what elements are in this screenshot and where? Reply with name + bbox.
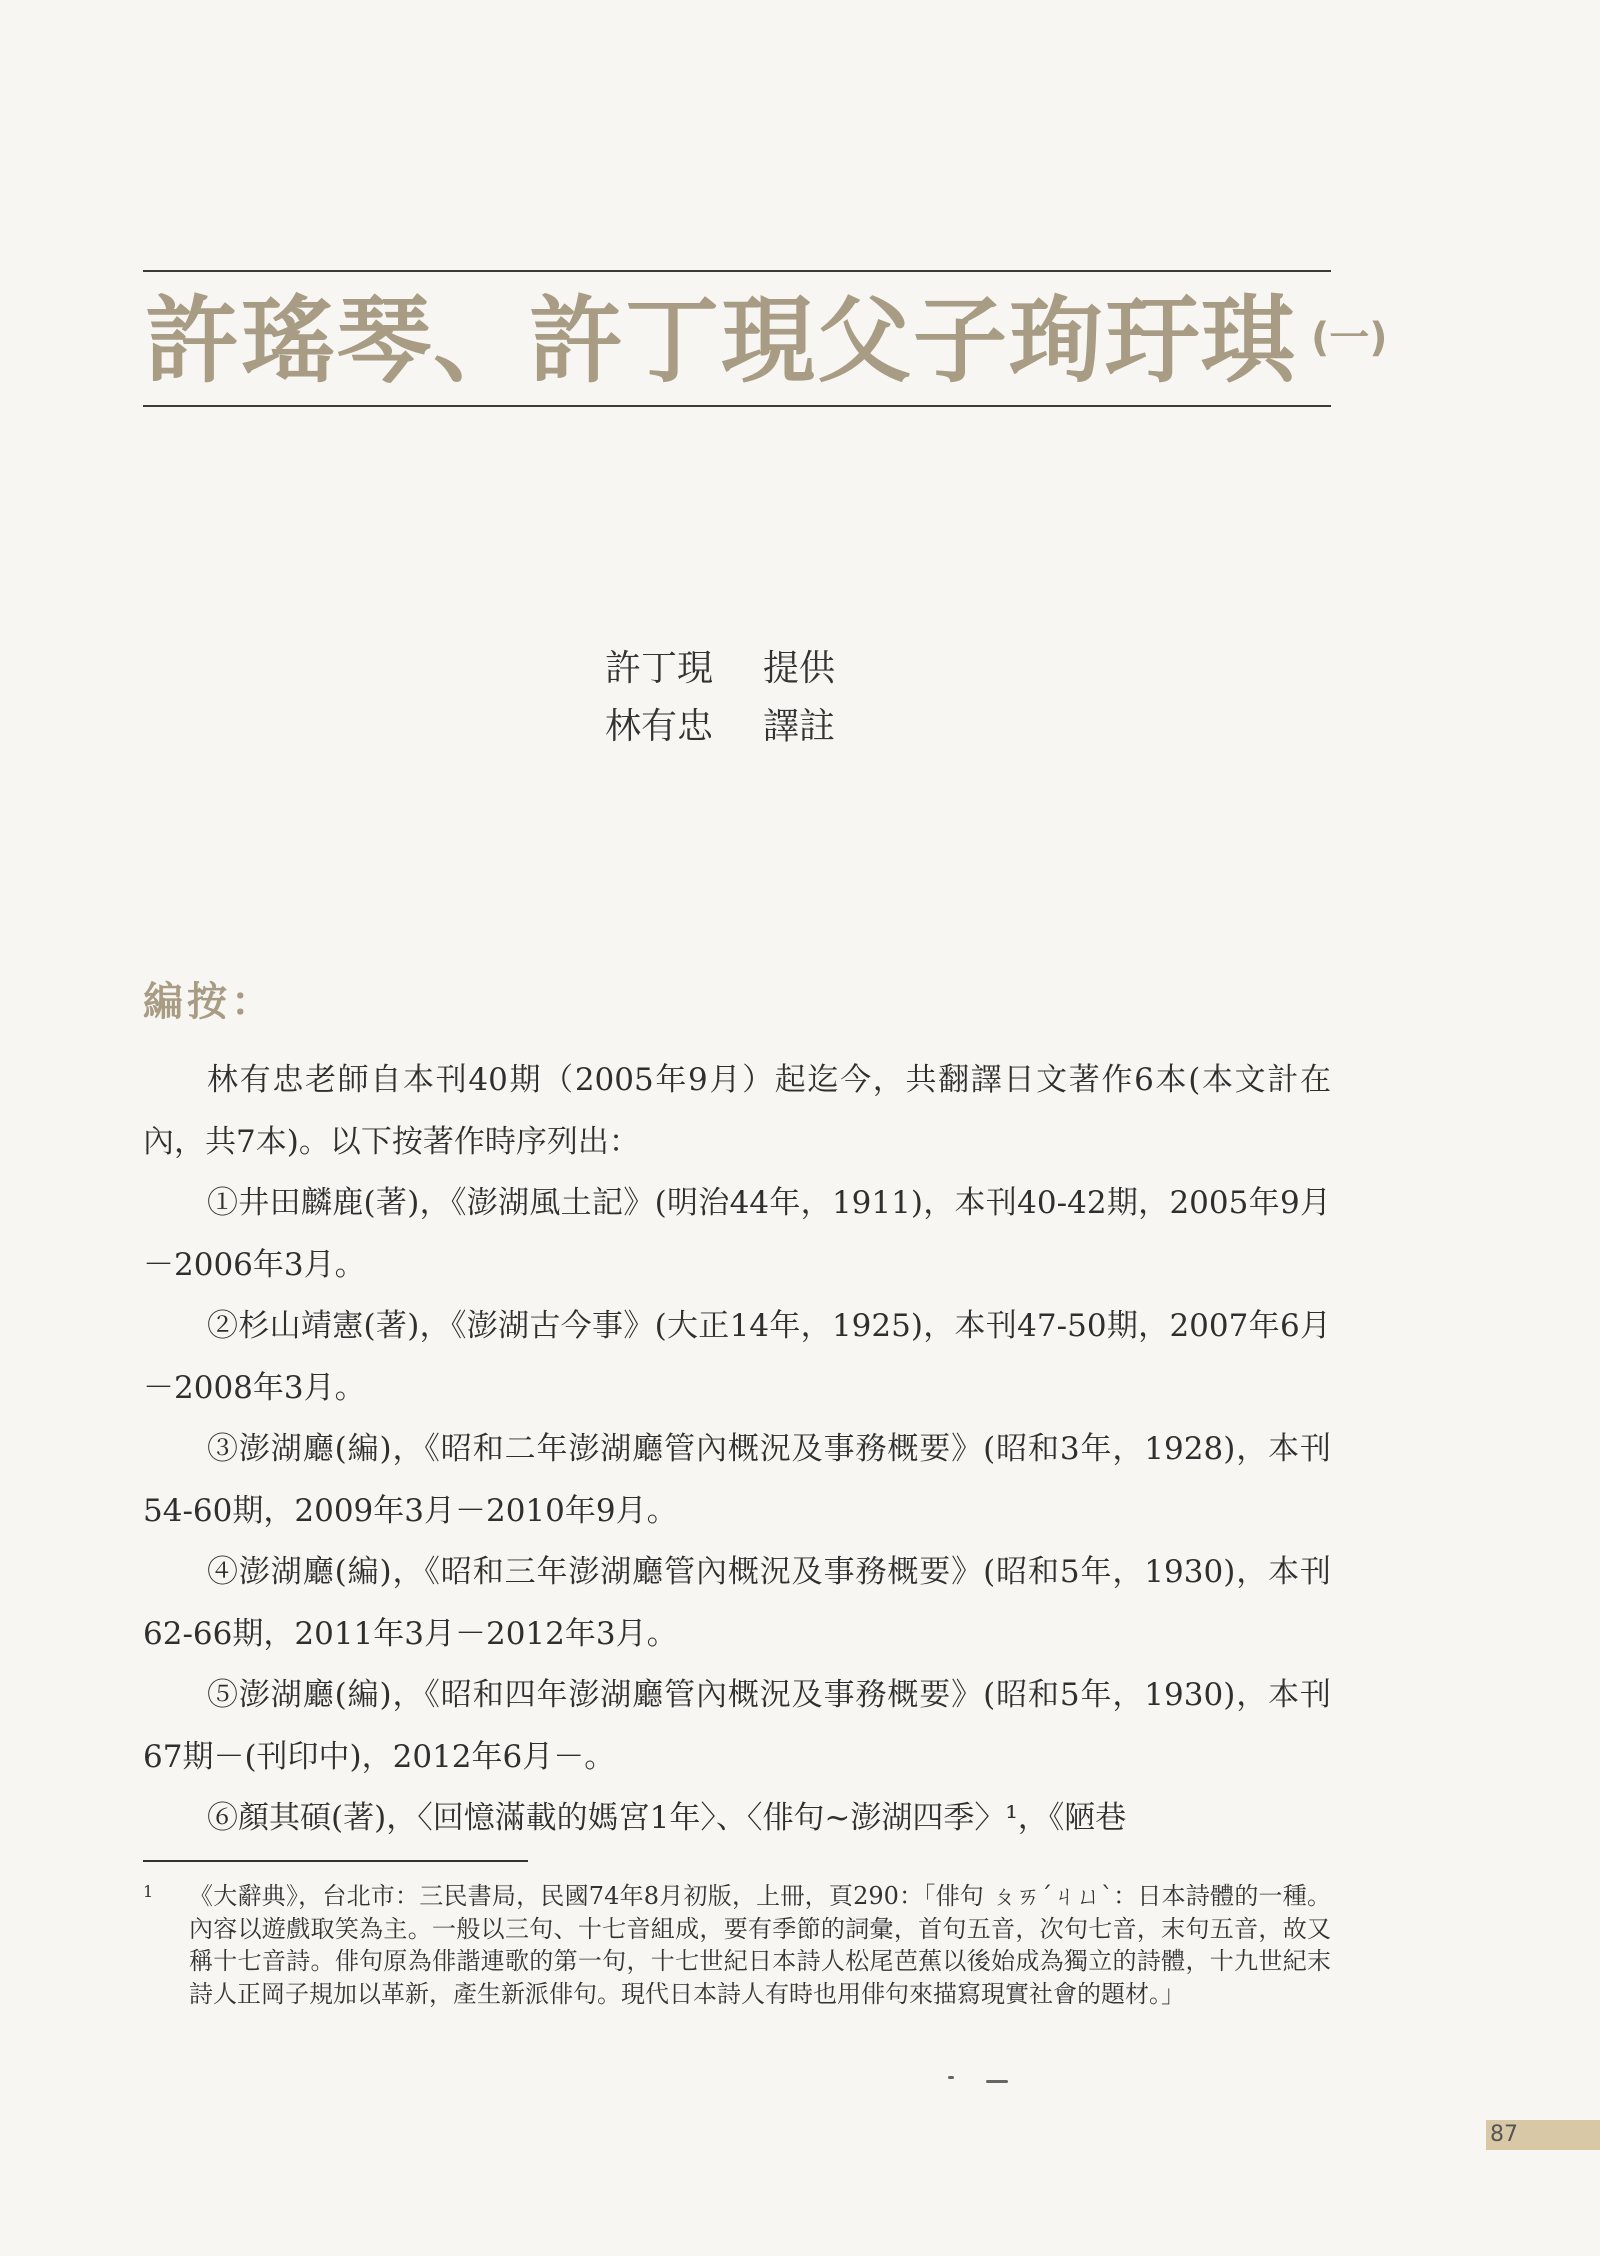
credit-name: 林有忠 — [605, 706, 714, 747]
paragraph-item-2: ②杉山靖憲(著)，《澎湖古今事》(大正14年，1925)，本刊47-50期，2007年6月－2008年3月。 — [143, 1308, 1331, 1406]
paragraph-item-5: ⑤澎湖廳(編)，《昭和四年澎湖廳管內概況及事務概要》(昭和5年，1930)，本刊67期－(刊印中)，2012年6月－。 — [143, 1677, 1331, 1775]
footnote — [143, 1880, 1331, 2010]
editor-note-body — [143, 1050, 1331, 1850]
scan-speck — [986, 2080, 1008, 2083]
paragraph-item-3: ③澎湖廳(編)，《昭和二年澎湖廳管內概況及事務概要》(昭和3年，1928)，本刊54-60期，2009年3月－2010年9月。 — [143, 1431, 1331, 1529]
editor-note-heading: 編按： — [143, 979, 275, 1025]
credit-name: 許丁現 — [605, 648, 714, 689]
paragraph-item-1: ①井田麟鹿(著)，《澎湖風土記》(明治44年，1911)，本刊40-42期，2005年9月－2006年3月。 — [143, 1185, 1331, 1283]
scan-speck — [948, 2076, 954, 2079]
credit-role: 提供 — [763, 648, 836, 689]
footnote-rule — [143, 1860, 528, 1862]
article-title — [145, 278, 1388, 402]
footnote-mark: 1 — [143, 1882, 154, 1901]
credit-provider — [605, 640, 835, 698]
title-top-rule — [143, 270, 1331, 272]
page-number: 87 — [1486, 2120, 1600, 2150]
title-bottom-rule — [143, 405, 1331, 407]
paragraph-intro: 林有忠老師自本刊40期（2005年9月）起迄今，共翻譯日文著作6本(本文計在內，共7本)。以下按著作時序列出： — [143, 1062, 1331, 1160]
paragraph-item-6: ⑥顏其碩(著)，〈回憶滿載的媽宮1年〉、〈俳句~澎湖四季〉¹，《陋巷 — [207, 1800, 1127, 1836]
footnote-text: 《大辭典》，台北市：三民書局，民國74年8月初版，上冊，頁290：「俳句 ㄆㄞˊㄐㄩˋ：日本詩體的一種。內容以遊戲取笑為主。一般以三句、十七音組成，要有季節的詞彙，首句五音，次句七音，末句五音，故又稱十七音詩。俳句原為俳諧連歌的第一句，十七世紀日本詩人松尾芭蕉以後始成為獨立的詩體，十九世紀末詩人正岡子規加以革新，產生新派俳句。現代日本詩人有時也用俳句來描寫現實社會的題材。」 — [189, 1882, 1331, 2008]
title-part-number: (一) — [1311, 315, 1388, 361]
credit-role: 譯註 — [763, 706, 836, 747]
credit-translator — [605, 698, 835, 756]
credits — [605, 640, 835, 756]
paragraph-item-4: ④澎湖廳(編)，《昭和三年澎湖廳管內概況及事務概要》(昭和5年，1930)，本刊62-66期，2011年3月－2012年3月。 — [143, 1554, 1331, 1652]
title-main: 許瑤琴、許丁現父子珣玗琪 — [145, 287, 1298, 396]
